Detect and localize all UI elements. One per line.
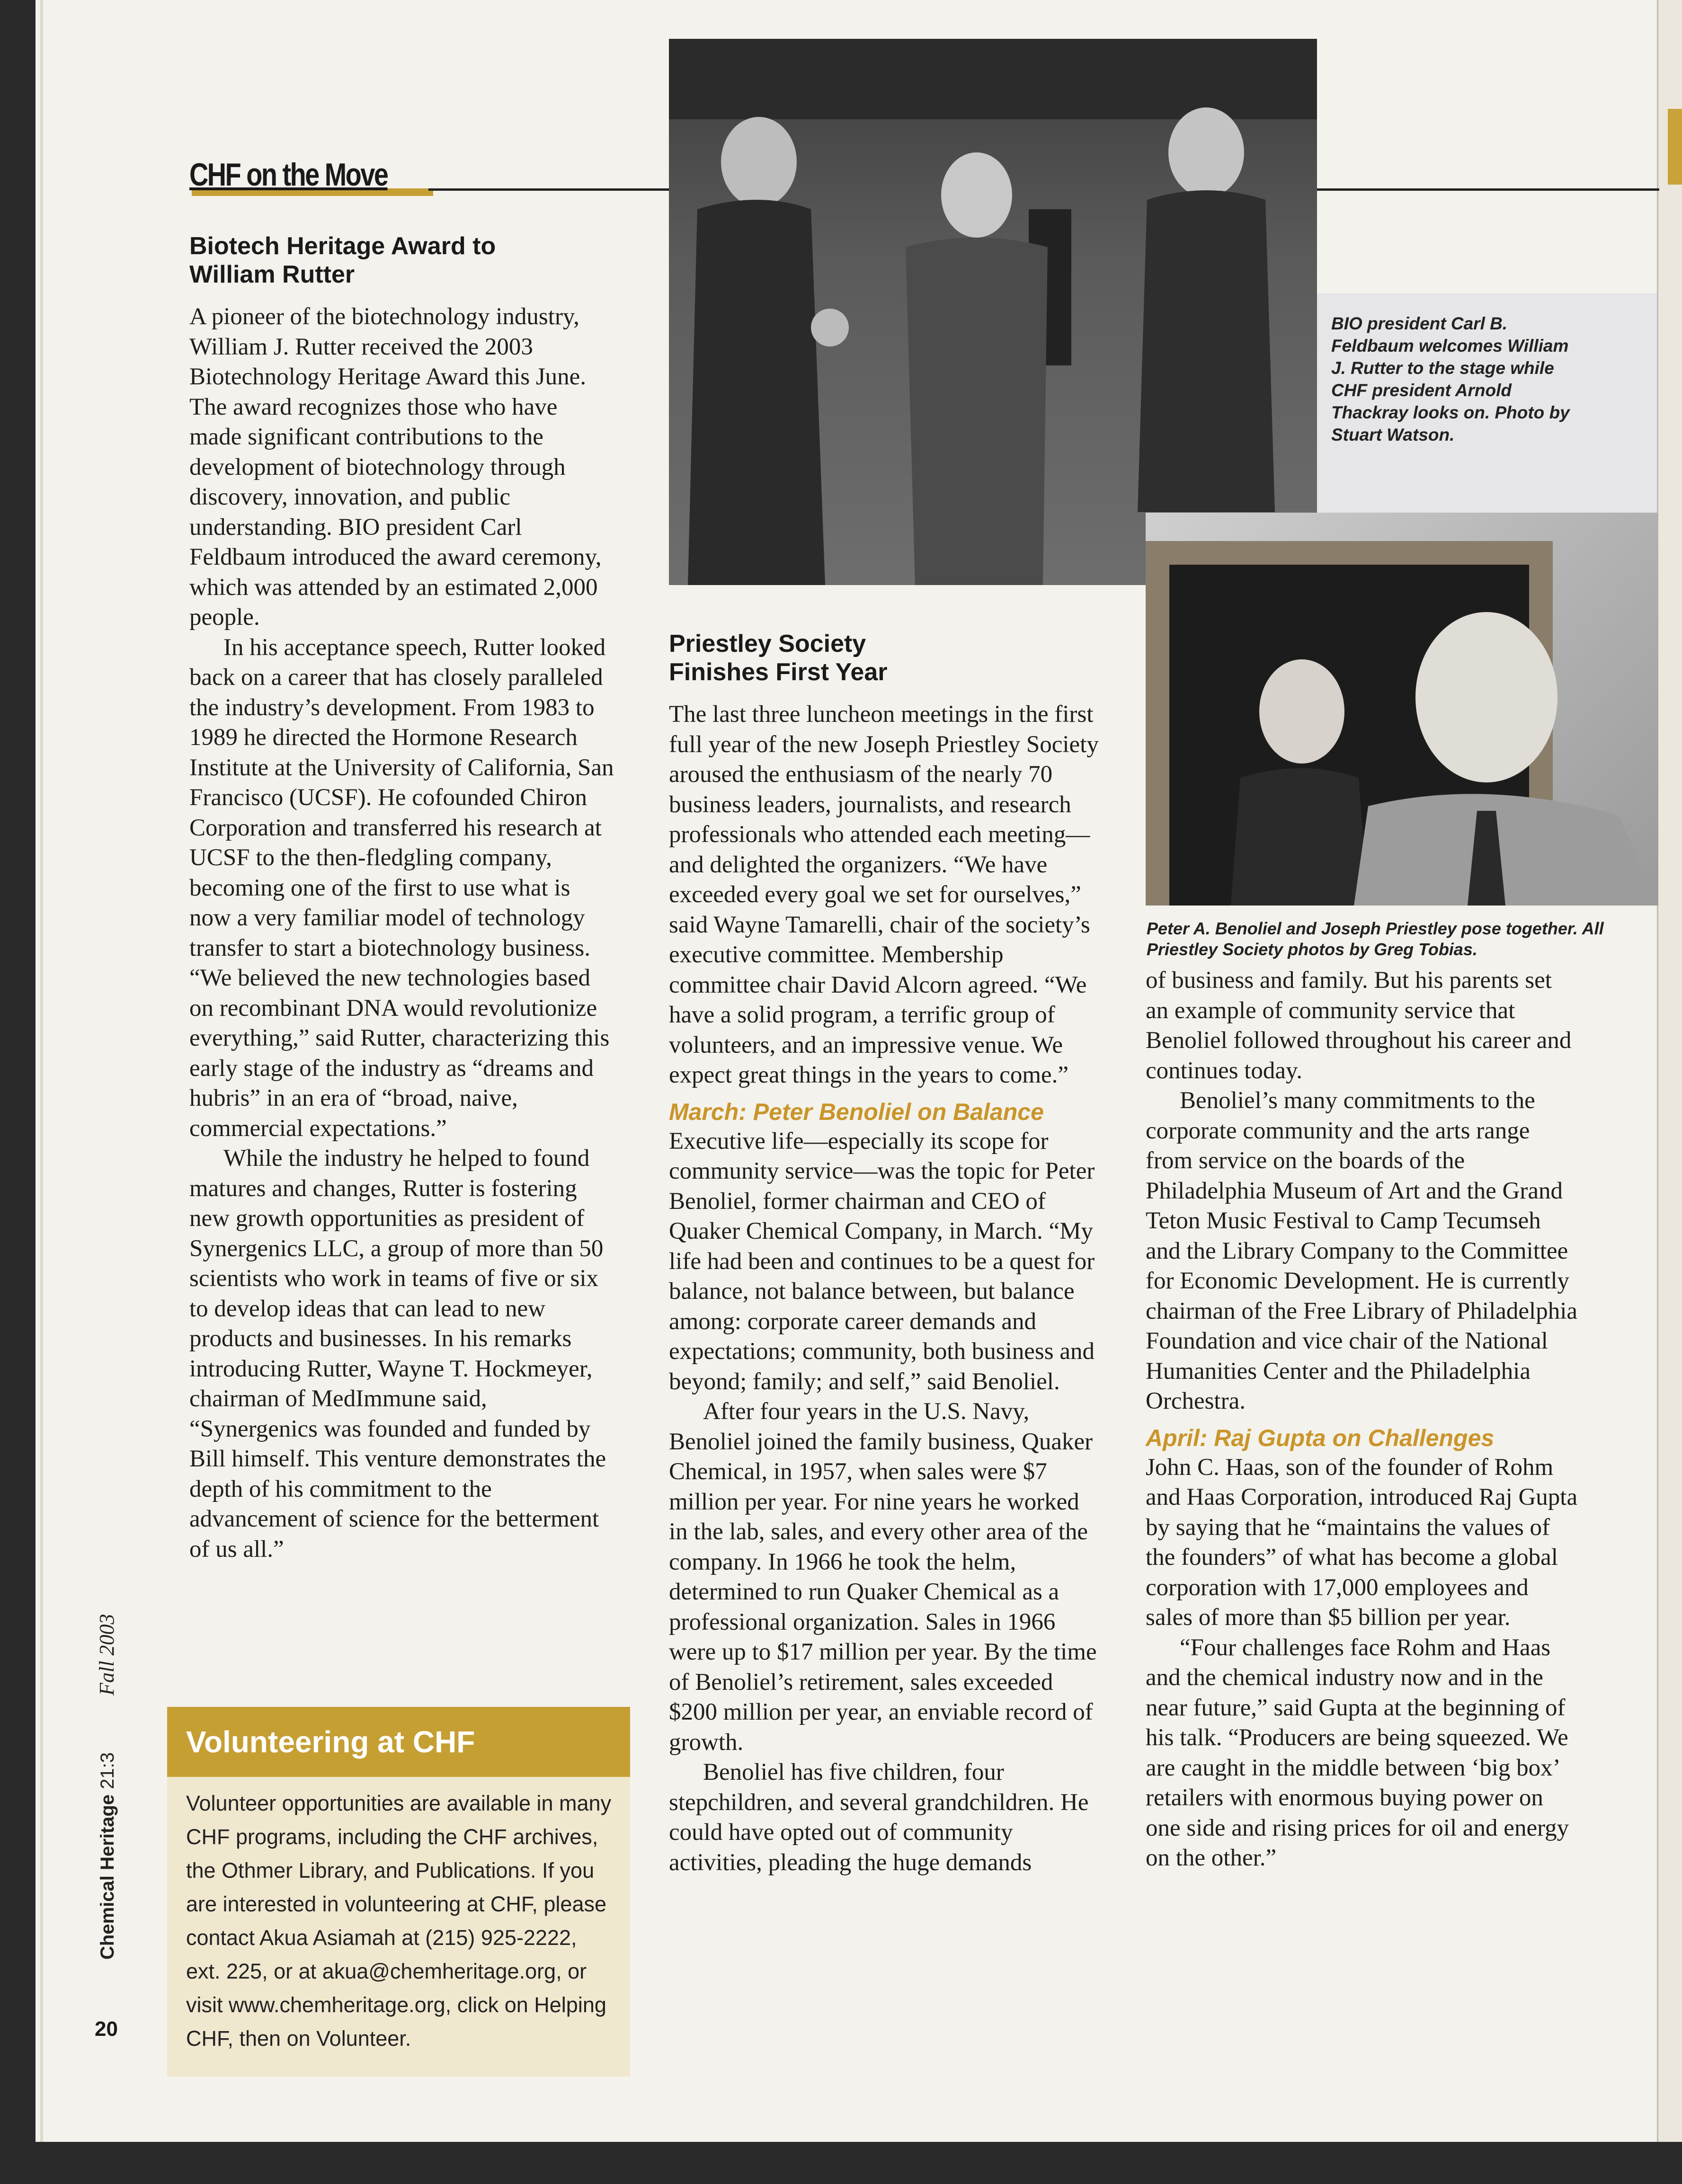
next-page-edge [1657,0,1682,2142]
season: Fall 2003 [95,1614,118,1696]
page-gutter [40,0,43,2142]
subheading-april: April: Raj Gupta on Challenges [1146,1424,1495,1451]
article-priestley-continued [1146,966,1579,1873]
award-ceremony-image [669,39,1317,585]
photo-benoliel-priestley [1146,513,1658,906]
gold-tab [1668,109,1682,185]
volunteer-box [167,1707,630,2077]
paragraph: The last three luncheon meetings in the first full year of the new Joseph Priestley Society aroused the enthusiasm of the nearly 70 business leaders, journalists, and research professionals who attended each meeting—and delighted the organizers. “We have exceeded every goal we set for ourselves,” said Wayne Tamarelli, chair of the society’s executive committee. Membership committee chair David Alcorn agreed. “We have a solid program, a terrific group of volunteers, and an impressive venue. We expect great things in the years to come.” [669,701,1099,1088]
paragraph: Executive life—especially its scope for community service—was the topic for Peter Benoliel, former chairman and CEO of Quaker Chemical Company, in March. “My life had been and continues to be a quest for balance, not balance between, but balance among: corporate career demands and expectations; community, both business and beyond; family; and self,” said Benoliel. [669,1128,1095,1395]
page-number: 20 [95,2017,118,2041]
paragraph: of business and family. But his parents set an example of community service that Benoliel followed throughout his career and continues today. [1146,967,1572,1084]
paragraph: A pioneer of the biotechnology industry, William J. Rutter received the 2003 Biotechnology Heritage Award this June. The award recognizes those who have made significant contributions to the development of biotechnology through discovery, innovation, and public understanding. BIO president Carl Feldbaum introduced the award ceremony, which was attended by an estimated 2,000 people. [189,303,602,630]
volunteer-box-text: Volunteer opportunities are available in many CHF programs, including the CHF archives, the Othmer Library, and Publications. If you are interested in volunteering at CHF, please contact Akua Asiamah at (215) 925-2222, ext. 225, or at akua@chemheritage.org, or visit www.chemheritage.org, click on Helping CHF, then on Volunteer. [186,1791,612,2051]
benoliel-portrait-image [1146,513,1658,906]
paragraph: While the industry he helped to found matures and changes, Rutter is fostering new growth opportunities as president of Synergenics LLC, a group of more than 50 scientists who work in teams of five or six to develop ideas that can lead to new products and businesses. In his remarks introducing Rutter, Wayne T. Hockmeyer, chairman of MedImmune said, “Synergenics was founded and funded by Bill himself. This venture demonstrates the depth of his commitment to the advancement of science for the betterment of us all.” [189,1145,606,1563]
section-masthead: CHF on the Move [189,157,388,193]
paragraph: After four years in the U.S. Navy, Benoliel joined the family business, Quaker Chemical, in 1957, when sales were $7 million per year. For nine years he worked in the lab, sales, and every other area of the company. In 1966 he took the helm, determined to run Quaker Chemical as a professional organization. Sales in 1966 were up to $17 million per year. By the time of Benoliel’s retirement, sales exceeded $200 million per year, an enviable record of growth. [669,1398,1097,1756]
subheading-march: March: Peter Benoliel on Balance [669,1098,1044,1125]
photo2-caption: Peter A. Benoliel and Joseph Priestley pose together. All Priestley Society photos by Greg Tobias. [1147,919,1604,959]
paragraph: John C. Haas, son of the founder of Rohm and Haas Corporation, introduced Raj Gupta by saying that he “maintains the values of the founders” of what has become a global corporation with 17,000 employees and sales of more than $5 billion per year. [1146,1454,1578,1631]
volunteer-box-title: Volunteering at CHF [167,1707,630,1777]
running-footer [95,1614,119,1960]
article-title: Priestley Society Finishes First Year [669,630,888,686]
publication-name: Chemical Heritage [97,1794,118,1960]
paragraph: In his acceptance speech, Rutter looked back on a career that has closely paralleled the industry’s development. From 1983 to 1989 he directed the Hormone Research Institute at the University of California, San Francisco (UCSF). He cofounded Chiron Corporation and transferred his research at UCSF to the then-fledgling company, becoming one of the first to use what is now a very familiar model of technology transfer to start a biotechnology business. “We believed the new technologies based on recombinant DNA would revolutionize everything,” said Rutter, characterizing this early stage of the industry as “dreams and hubris” in an era of “broad, naive, commercial expectations.” [189,634,614,1142]
paragraph: Benoliel’s many commitments to the corporate community and the arts range from service on the boards of the Philadelphia Museum of Art and the Grand Teton Music Festival to Camp Tecumseh and the Library Company to the Committee for Economic Development. He is currently chairman of the Free Library of Philadelphia Foundation and vice chair of the National Humanities Center and the Philadelphia Orchestra. [1146,1087,1577,1414]
issue-number: 21:3 [97,1752,118,1789]
article-priestley [669,630,1102,1878]
article-rutter [189,232,615,1564]
paragraph: “Four challenges face Rohm and Haas and the chemical industry now and in the near future,” said Gupta at the beginning of his talk. “Producers are being squeezed. We are caught in the middle between ‘big box’ retailers with enormous buying power on one side and rising prices for oil and energy on the other.” [1146,1634,1569,1871]
photo-award-ceremony [669,39,1317,585]
photo1-caption: BIO president Carl B. Feldbaum welcomes William J. Rutter to the stage while CHF president Arnold Thackray looks on. Photo by Stuart Watson. [1331,314,1570,444]
paragraph: Benoliel has five children, four stepchildren, and several grandchildren. He could have opted out of community activities, pleading the huge demands [669,1759,1089,1876]
article-title: Biotech Heritage Award to William Rutter [189,232,496,288]
